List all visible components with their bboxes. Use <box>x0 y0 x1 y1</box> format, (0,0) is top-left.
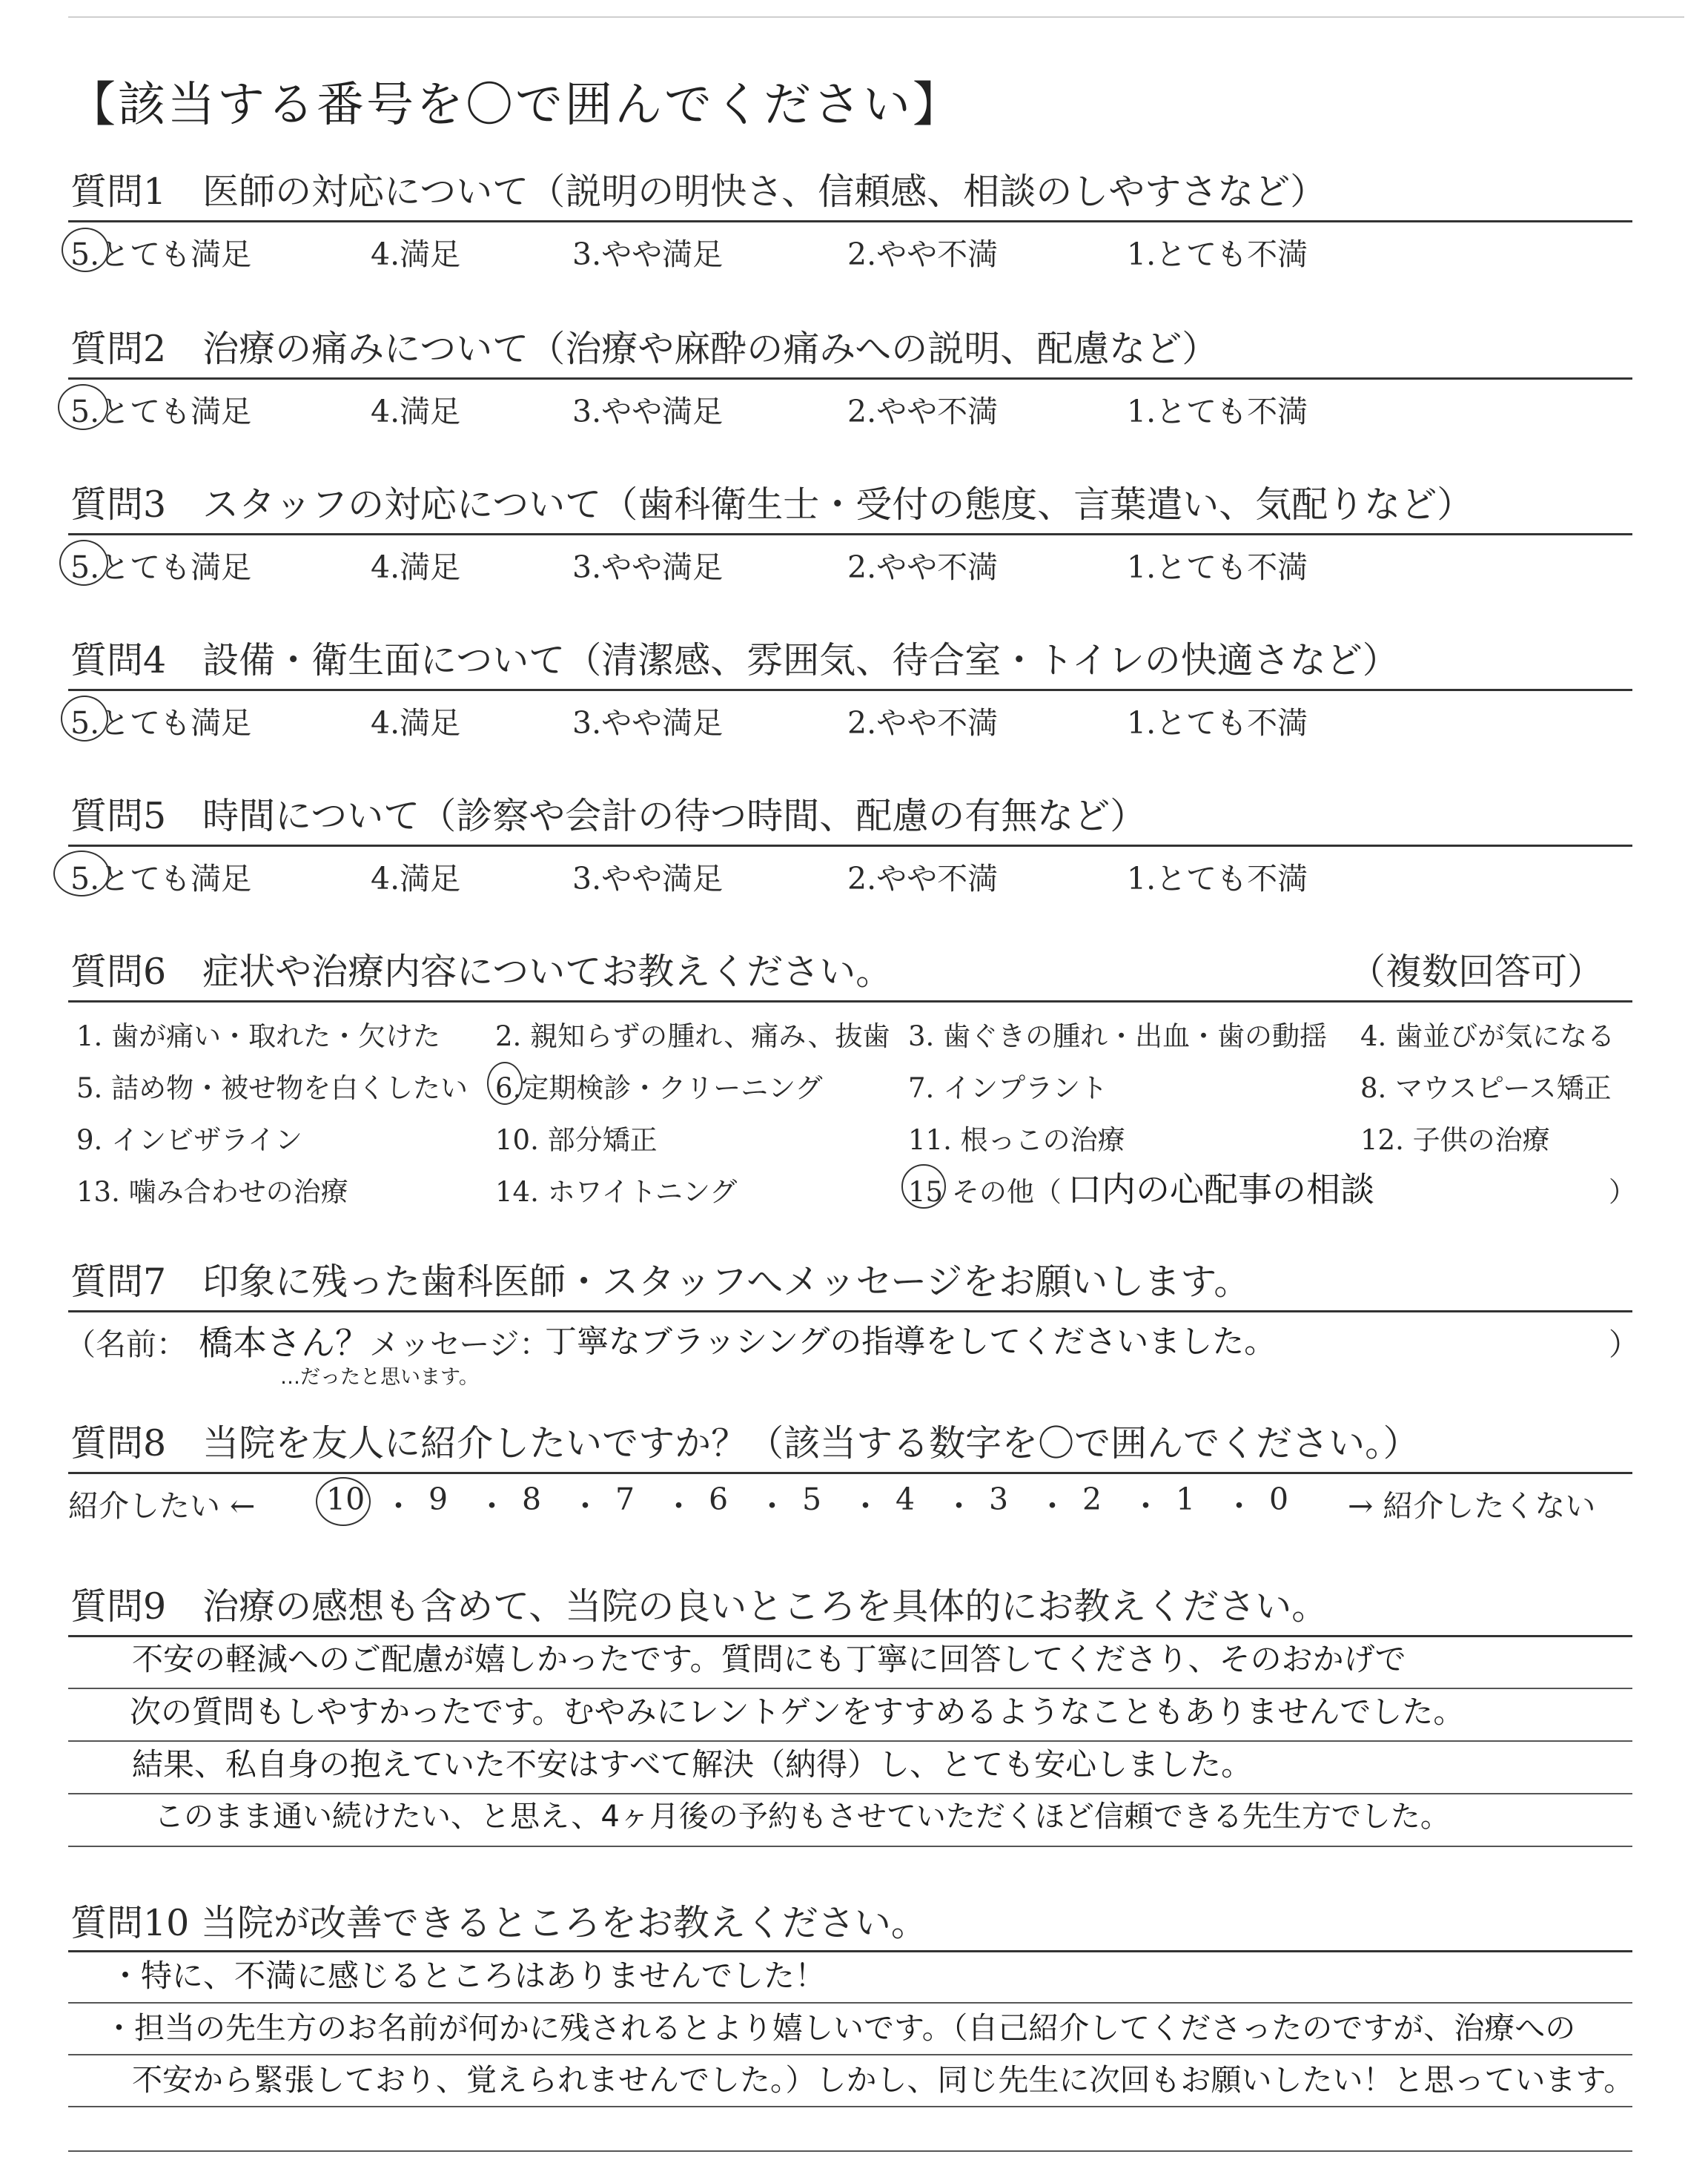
q5-option-3[interactable]: 3.やや満足 <box>572 861 724 896</box>
q10-answer-line-3[interactable]: 不安から緊張しており、覚えられませんでした。）しかし、同じ先生に次回もお願いしたい！と思っています。 <box>132 2062 1635 2098</box>
q8-scale-separator: ・ <box>944 1488 974 1524</box>
q2-title: 質問2 治療の痛みについて（治療や麻酔の痛みへの説明、配慮など） <box>70 328 1219 370</box>
q6-item-9[interactable]: 9. インビザライン <box>76 1124 302 1156</box>
q8-scale-8[interactable]: 8 <box>522 1482 542 1517</box>
q5-rule <box>68 845 1632 847</box>
q3-rule <box>68 533 1632 535</box>
q7-title: 質問7 印象に残った歯科医師・スタッフへメッセージをお願いします。 <box>70 1261 1251 1303</box>
q6-item-7[interactable]: 7. インプラント <box>908 1072 1108 1104</box>
q2-rule <box>68 377 1632 380</box>
q10-answer-line-2[interactable]: ・担当の先生方のお名前が何かに残されるとより嬉しいです。（自己紹介してくださったのですが、治療への <box>104 2010 1576 2046</box>
q7-name-value[interactable]: 橋本さん？ <box>199 1323 369 1363</box>
q6-item-1[interactable]: 1. 歯が痛い・取れた・欠けた <box>76 1020 441 1052</box>
q2-option-2[interactable]: 2.やや不満 <box>847 394 999 429</box>
q8-selected-circle <box>316 1477 371 1526</box>
q8-scale-4[interactable]: 4 <box>896 1482 916 1517</box>
q9-title: 質問9 治療の感想も含めて、当院の良いところを具体的にお教えください。 <box>70 1585 1328 1628</box>
q3-option-4[interactable]: 4.満足 <box>371 549 461 585</box>
q6-item-6[interactable]: 6.定期検診・クリーニング <box>495 1072 823 1104</box>
q10-title: 質問10 当院が改善できるところをお教えください。 <box>70 1902 927 1944</box>
q7-message-label: メッセージ： <box>369 1327 550 1362</box>
q8-scale-3[interactable]: 3 <box>989 1482 1009 1517</box>
q1-option-5[interactable]: 5.とても満足 <box>70 237 252 272</box>
q9-answer-line-4[interactable]: このまま通い続けたい、と思え、4ヶ月後の予約もさせていただくほど信頼できる先生方でした。 <box>154 1800 1450 1834</box>
q1-rule <box>68 220 1632 222</box>
q8-scale-separator: ・ <box>570 1488 600 1524</box>
q6-item-4[interactable]: 4. 歯並びが気になる <box>1360 1020 1615 1052</box>
q6-item-3[interactable]: 3. 歯ぐきの腫れ・出血・歯の動揺 <box>908 1020 1328 1052</box>
q4-title: 質問4 設備・衛生面について（清潔感、雰囲気、待合室・トイレの快適さなど） <box>70 639 1399 681</box>
q3-option-1[interactable]: 1.とても不満 <box>1127 549 1308 585</box>
q1-option-2[interactable]: 2.やや不満 <box>847 237 999 272</box>
q10-rule-3 <box>68 2106 1632 2107</box>
q1-option-3[interactable]: 3.やや満足 <box>572 237 724 272</box>
q8-scale-2[interactable]: 2 <box>1082 1482 1102 1517</box>
q2-option-4[interactable]: 4.満足 <box>371 394 461 429</box>
q5-option-1[interactable]: 1.とても不満 <box>1127 861 1308 896</box>
q3-selected-circle <box>59 540 108 586</box>
q6-item-15[interactable]: 15 その他（ <box>908 1176 1062 1208</box>
q6-item-8[interactable]: 8. マウスピース矯正 <box>1360 1072 1612 1104</box>
q6-selected-circle-15 <box>901 1164 946 1209</box>
q10-answer-line-1[interactable]: ・特に、不満に感じるところはありませんでした！ <box>110 1958 827 1994</box>
q10-rule-4 <box>68 2150 1632 2152</box>
q7-message-value[interactable]: 丁寧なブラッシングの指導をしてくださいました。 <box>545 1324 1277 1361</box>
q8-scale-7[interactable]: 7 <box>615 1482 635 1517</box>
q3-option-3[interactable]: 3.やや満足 <box>572 549 724 585</box>
q5-option-2[interactable]: 2.やや不満 <box>847 861 999 896</box>
q2-selected-circle <box>58 384 108 430</box>
q6-other-close: ） <box>1609 1176 1636 1208</box>
q6-selected-circle-6 <box>487 1062 523 1105</box>
q3-title: 質問3 スタッフの対応について（歯科衛生士・受付の態度、言葉遣い、気配りなど） <box>70 483 1474 526</box>
q9-answer-line-1[interactable]: 不安の軽減へのご配慮が嬉しかったです。質問にも丁寧に回答してくださり、そのおかげで <box>132 1641 1406 1677</box>
q5-option-5[interactable]: 5.とても満足 <box>70 861 252 896</box>
q7-rule <box>68 1310 1632 1312</box>
q6-title: 質問6 症状や治療内容についてお教えください。 <box>70 951 893 993</box>
q7-name-label: （名前： <box>65 1327 187 1362</box>
q6-item-2[interactable]: 2. 親知らずの腫れ、痛み、抜歯 <box>495 1020 890 1052</box>
top-edge-line <box>68 16 1684 18</box>
q4-rule <box>68 689 1632 691</box>
q6-item-13[interactable]: 13. 噛み合わせの治療 <box>76 1176 348 1208</box>
q2-option-1[interactable]: 1.とても不満 <box>1127 394 1308 429</box>
q6-other-handwritten: 口内の心配事の相談 <box>1068 1169 1374 1209</box>
q4-option-5[interactable]: 5.とても満足 <box>70 705 252 741</box>
q8-scale-separator: ・ <box>477 1488 507 1524</box>
q8-scale-separator: ・ <box>1224 1488 1254 1524</box>
q4-option-4[interactable]: 4.満足 <box>371 705 461 741</box>
q8-scale-separator: ・ <box>757 1488 787 1524</box>
q8-left-label: 紹介したい ← <box>68 1488 256 1524</box>
q6-rule <box>68 1000 1632 1003</box>
q8-scale-separator: ・ <box>663 1488 694 1524</box>
q8-scale-separator: ・ <box>1131 1488 1161 1524</box>
q8-scale-5[interactable]: 5 <box>802 1482 822 1517</box>
q8-scale-separator: ・ <box>1037 1488 1068 1524</box>
q8-scale-separator: ・ <box>383 1488 414 1524</box>
q1-option-4[interactable]: 4.満足 <box>371 237 461 272</box>
q8-scale-6[interactable]: 6 <box>709 1482 729 1517</box>
q8-scale-1[interactable]: 1 <box>1176 1482 1196 1517</box>
q3-option-5[interactable]: 5.とても満足 <box>70 549 252 585</box>
q7-name-note: …だったと思います。 <box>280 1366 479 1389</box>
q5-title: 質問5 時間について（診察や会計の待つ時間、配慮の有無など） <box>70 795 1147 837</box>
q8-scale-separator: ・ <box>850 1488 881 1524</box>
q8-scale-10[interactable]: 10 <box>326 1482 365 1517</box>
q8-scale-9[interactable]: 9 <box>428 1482 448 1517</box>
q7-close: ） <box>1609 1327 1639 1362</box>
q4-selected-circle <box>61 696 108 742</box>
q1-selected-circle <box>62 228 109 272</box>
q1-title: 質問1 医師の対応について（説明の明快さ、信頼感、相談のしやすさなど） <box>70 171 1327 213</box>
q9-rule-4 <box>68 1846 1632 1847</box>
q8-rule <box>68 1472 1632 1474</box>
q6-item-5[interactable]: 5. 詰め物・被せ物を白くしたい <box>76 1072 469 1104</box>
q1-option-1[interactable]: 1.とても不満 <box>1127 237 1308 272</box>
q2-option-3[interactable]: 3.やや満足 <box>572 394 724 429</box>
q4-option-1[interactable]: 1.とても不満 <box>1127 705 1308 741</box>
q6-item-12[interactable]: 12. 子供の治療 <box>1360 1124 1550 1156</box>
q9-answer-line-2[interactable]: 次の質問もしやすかったです。むやみにレントゲンをすすめるようなこともありませんでした。 <box>130 1694 1465 1730</box>
q6-note: （複数回答可） <box>1349 951 1604 993</box>
q4-option-2[interactable]: 2.やや不満 <box>847 705 999 741</box>
q6-item-14[interactable]: 14. ホワイトニング <box>495 1176 738 1208</box>
q8-scale-0[interactable]: 0 <box>1269 1482 1289 1517</box>
q8-right-label: → 紹介したくない <box>1348 1488 1596 1524</box>
q9-answer-line-3[interactable]: 結果、私自身の抱えていた不安はすべて解決（納得）し、とても安心しました。 <box>132 1746 1253 1783</box>
q3-option-2[interactable]: 2.やや不満 <box>847 549 999 585</box>
q2-option-5[interactable]: 5.とても満足 <box>70 394 252 429</box>
q5-selected-circle <box>53 851 110 896</box>
page-title: 【該当する番号を〇で囲んでください】 <box>68 78 962 133</box>
q6-item-11[interactable]: 11. 根っこの治療 <box>908 1124 1125 1156</box>
q4-option-3[interactable]: 3.やや満足 <box>572 705 724 741</box>
q5-option-4[interactable]: 4.満足 <box>371 861 461 896</box>
q8-title: 質問8 当院を友人に紹介したいですか？（該当する数字を〇で囲んでください。） <box>70 1422 1420 1464</box>
q6-item-10[interactable]: 10. 部分矯正 <box>495 1124 658 1156</box>
